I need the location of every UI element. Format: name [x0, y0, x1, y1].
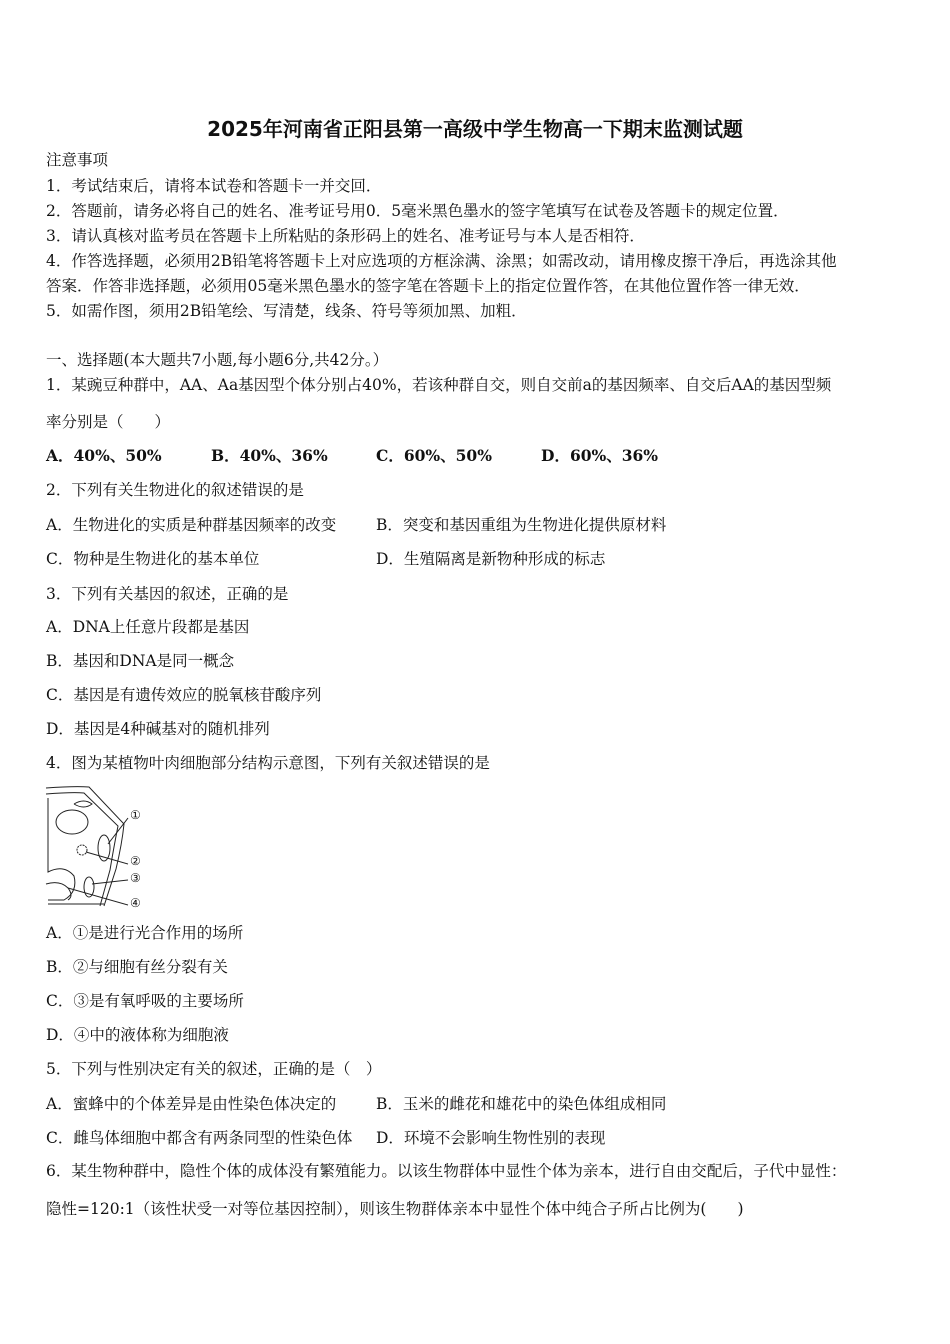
notice-item: 1．考试结束后，请将本试卷和答题卡一并交回． [46, 177, 382, 195]
notice-item: 3．请认真核对监考员在答题卡上所粘贴的条形码上的姓名、准考证号与本人是否相符． [46, 227, 645, 245]
q2-option-b: B．突变和基因重组为生物进化提供原材料 [376, 516, 667, 534]
q6-stem: 6．某生物种群中，隐性个体的成体没有繁殖能力。以该生物群体中显性个体为亲本，进行自由交配后，子代中显性： [46, 1162, 847, 1180]
q4-option-d: D．④中的液体称为细胞液 [46, 1026, 229, 1044]
q1-option-c: C．60%、50% [376, 446, 492, 465]
q3-stem: 3．下列有关基因的叙述，正确的是 [46, 585, 289, 603]
q4-option-a: A．①是进行光合作用的场所 [46, 924, 244, 942]
q4-stem: 4．图为某植物叶肉细胞部分结构示意图，下列有关叙述错误的是 [46, 754, 490, 772]
q6-stem-cont: 隐性=120:1（该性状受一对等位基因控制），则该生物群体亲本中显性个体中纯合子所占比例为( ) [46, 1200, 744, 1218]
q2-option-d: D．生殖隔离是新物种形成的标志 [376, 550, 606, 568]
q5-option-b: B．玉米的雌花和雄花中的染色体组成相同 [376, 1095, 667, 1113]
q5-option-c: C．雌鸟体细胞中都含有两条同型的性染色体 [46, 1129, 353, 1147]
q1-option-b: B．40%、36% [211, 446, 328, 465]
q2-stem: 2．下列有关生物进化的叙述错误的是 [46, 481, 304, 499]
q4-option-c: C．③是有氧呼吸的主要场所 [46, 992, 244, 1010]
q1-option-a: A．40%、50% [46, 446, 162, 465]
notice-item: 答案．作答非选择题，必须用05毫米黑色墨水的签字笔在答题卡上的指定位置作答，在其他位置作答一律无效． [46, 277, 810, 295]
figure-label-1: ① [130, 808, 141, 822]
q1-stem-cont: 率分别是（ ） [46, 413, 171, 431]
q4-option-b: B．②与细胞有丝分裂有关 [46, 958, 228, 976]
notice-item: 2．答题前，请务必将自己的姓名、准考证号用0．5毫米黑色墨水的签字笔填写在试卷及答题卡的规定位置． [46, 202, 789, 220]
notice-heading: 注意事项 [46, 151, 109, 169]
q2-option-a: A．生物进化的实质是种群基因频率的改变 [46, 516, 337, 534]
q5-option-d: D．环境不会影响生物性别的表现 [376, 1129, 606, 1147]
q1-option-d: D．60%、36% [541, 446, 659, 465]
q3-option-a: A．DNA上任意片段都是基因 [46, 618, 250, 636]
q5-option-a: A．蜜蜂中的个体差异是由性染色体决定的 [46, 1095, 337, 1113]
q2-option-c: C．物种是生物进化的基本单位 [46, 550, 260, 568]
figure-label-4: ④ [130, 896, 141, 910]
cell-structure-figure [44, 784, 156, 910]
q3-option-b: B．基因和DNA是同一概念 [46, 652, 235, 670]
q5-stem: 5．下列与性别决定有关的叙述，正确的是（ ） [46, 1060, 382, 1078]
page-title: 2025年河南省正阳县第一高级中学生物高一下期末监测试题 [207, 117, 743, 141]
q1-stem: 1．某豌豆种群中，AA、Aa基因型个体分别占40%，若该种群自交，则自交前a的基因频率、自交后AA的基因型频 [46, 376, 832, 394]
notice-item: 4．作答选择题，必须用2B铅笔将答题卡上对应选项的方框涂满、涂黑；如需改动，请用橡皮擦干净后，再选涂其他 [46, 252, 837, 270]
q3-option-d: D．基因是4种碱基对的随机排列 [46, 720, 270, 738]
notice-item: 5．如需作图，须用2B铅笔绘、写清楚，线条、符号等须加黑、加粗． [46, 302, 527, 320]
figure-label-3: ③ [130, 871, 141, 885]
section-heading: 一、选择题(本大题共7小题,每小题6分,共42分。） [46, 351, 389, 369]
q3-option-c: C．基因是有遗传效应的脱氧核苷酸序列 [46, 686, 322, 704]
figure-label-2: ② [130, 854, 141, 868]
